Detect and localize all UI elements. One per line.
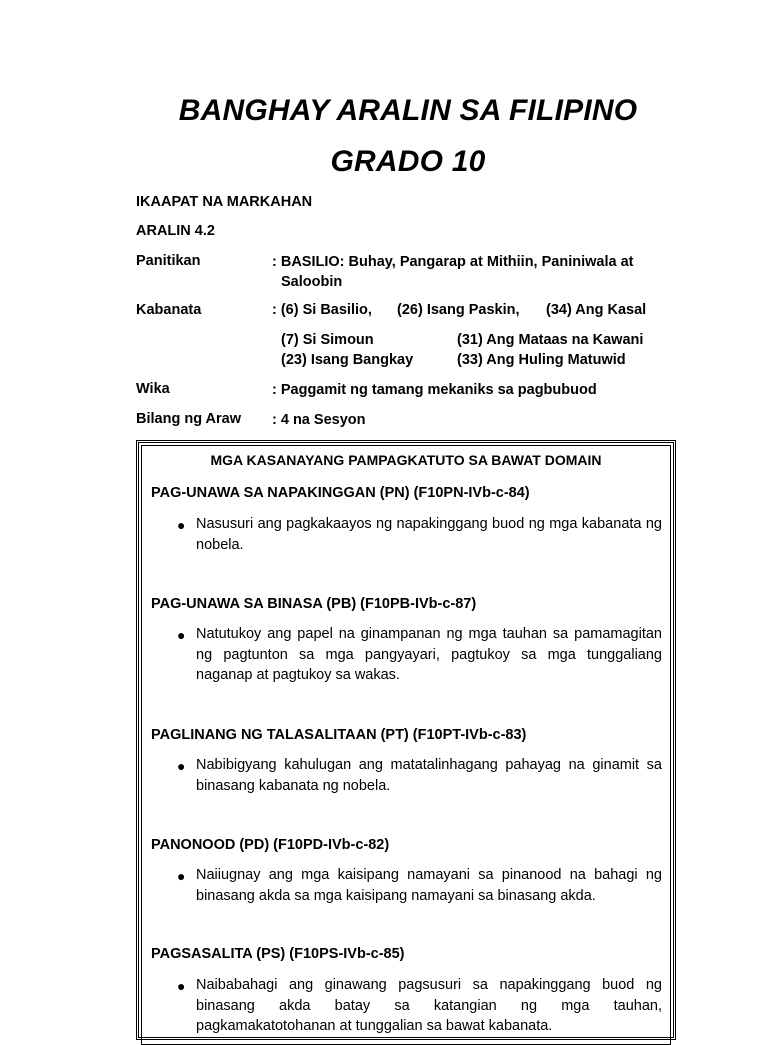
- bullet-icon: ●: [177, 627, 186, 643]
- domain-heading-pt: PAGLINANG NG TALASALITAAN (PT) (F10PT-IVb-c-83): [151, 727, 527, 743]
- kabanata-item-4: (7) Si Simoun: [281, 332, 374, 348]
- bullet-icon: ●: [177, 978, 186, 994]
- competency-text-ps: Naibabahagi ang ginawang pagsusuri sa napakinggang buod ng binasang akda batay sa katangian ng mga tauhan, pagkamakatotohanan at tunggalian sa bawat kabanata.: [196, 977, 662, 1034]
- competency-text-pd: Naiiugnay ang mga kaisipang namayani sa pinanood na bahagi ng binasang akda sa mga kaisipang namayani sa binasang akda.: [196, 867, 662, 904]
- grade-title: GRADO 10: [330, 145, 486, 178]
- competency-text-pt: Nabibigyang kahulugan ang matatalinhagang pahayag na ginamit sa binasang kabanata ng nobela.: [196, 757, 662, 794]
- kabanata-item-7: (33) Ang Huling Matuwid: [457, 352, 626, 368]
- competency-text-pn: Nasusuri ang pagkakaayos ng napakinggang buod ng mga kabanata ng nobela.: [196, 516, 662, 553]
- domain-heading-pb: PAG-UNAWA SA BINASA (PB) (F10PB-IVb-c-87): [151, 596, 477, 612]
- kabanata-item-6: (23) Isang Bangkay: [281, 352, 414, 368]
- bullet-icon: ●: [177, 758, 186, 774]
- kabanata-label: Kabanata: [136, 302, 202, 318]
- wika-value: : Paggamit ng tamang mekaniks sa pagbubuod: [272, 382, 597, 398]
- kabanata-item-3: (34) Ang Kasal: [546, 302, 647, 318]
- panitikan-label: Panitikan: [136, 253, 201, 269]
- domain-heading-ps: PAGSASALITA (PS) (F10PS-IVb-c-85): [151, 946, 405, 962]
- domain-heading-pn: PAG-UNAWA SA NAPAKINGGAN (PN) (F10PN-IVb-c-84): [151, 485, 530, 501]
- araw-value: : 4 na Sesyon: [272, 412, 366, 428]
- domain-heading-pd: PANONOOD (PD) (F10PD-IVb-c-82): [151, 837, 390, 853]
- bullet-icon: ●: [177, 868, 186, 884]
- document-title: BANGHAY ARALIN SA FILIPINO: [178, 94, 638, 127]
- araw-label: Bilang ng Araw: [136, 411, 241, 427]
- panitikan-value-cont: Saloobin: [281, 274, 343, 290]
- competencies-box-title: MGA KASANAYANG PAMPAGKATUTO SA BAWAT DOMAIN: [210, 452, 602, 468]
- panitikan-value: : BASILIO: Buhay, Pangarap at Mithiin, Paniniwala at: [272, 254, 634, 270]
- bullet-icon: ●: [177, 517, 186, 533]
- kabanata-item-2: (26) Isang Paskin,: [397, 302, 520, 318]
- kabanata-item-5: (31) Ang Mataas na Kawani: [457, 332, 644, 348]
- quarter-heading: IKAAPAT NA MARKAHAN: [136, 194, 313, 210]
- kabanata-item-1: : (6) Si Basilio,: [272, 302, 372, 318]
- lesson-heading: ARALIN 4.2: [136, 223, 215, 239]
- competency-text-pb: Natutukoy ang papel na ginampanan ng mga tauhan sa pamamagitan ng pagtunton sa mga pangyayari, pagtukoy sa mga tunggaliang naganap at pagtukoy sa wakas.: [196, 626, 662, 683]
- wika-label: Wika: [136, 381, 170, 397]
